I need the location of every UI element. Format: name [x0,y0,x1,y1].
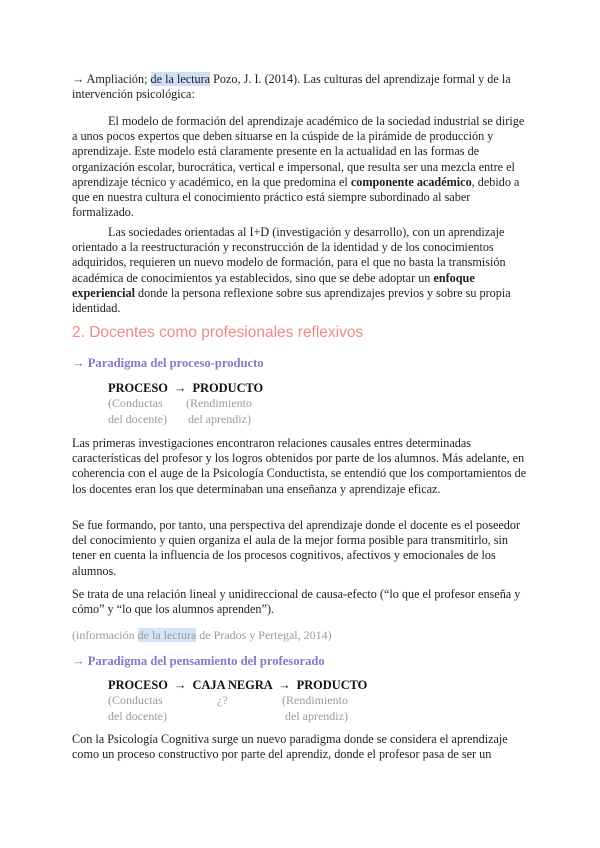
process-blackbox-product-flow [108,678,367,693]
bold-term: enfoque experiencial [72,270,475,300]
paragraph-text: Las sociedades orientadas al I+D (investigación y desarrollo), con un aprendizaje orientado a la reestructuración y reconstrucción de la identidad y de los conocimientos adquiridos, requieren un nuevo modelo de formación, para el que no basta la transmisión académica de conocimientos ya establecidos, sino que se debe adoptar un [72,225,506,285]
paradigm-heading: → Paradigma del pensamiento del profesorado [72,654,325,668]
note-conduct: (Conductas [108,396,163,410]
flow-black-box: CAJA NEGRA [192,678,273,692]
note-learner: del aprendiz) [285,709,348,723]
highlighted-text: de la lectura [150,72,211,86]
arrow-icon: → [72,72,85,86]
flow-process: PROCESO [108,381,168,395]
bold-term: componente académico [350,174,472,189]
citation-pre: (información [72,628,138,642]
flow-product: PRODUCTO [192,381,264,395]
note-teacher: del docente) [108,412,167,426]
section-heading: 2. Docentes como profesionales reflexivos [72,324,364,341]
paragraph-cognitive: Con la Psicología Cognitiva surge un nuevo paradigma donde se considera el aprendizaje como un proceso constructivo por parte del aprendiz, donde el profesor pasa de ser un [72,732,508,762]
paragraph-text: donde la persona reflexione sobre sus aprendizajes previos y sobre su propia identidad. [72,285,511,316]
paragraph-linear-relation: Se trata de una relación lineal y unidireccional de causa-efecto (“lo que el profesor enseña y cómo” y “lo que los alumnos aprenden”). [72,587,521,617]
paragraph-perspective: Se fue formando, por tanto, una perspectiva del aprendizaje donde el docente es el poseedor del conocimiento y quien organiza el aula de la mejor forma posible para transmitirlo, sin tener en cuenta la influencia de los procesos cognitivos, afectivos y emocionales de los alumnos. [72,518,521,578]
arrow-icon: → [278,678,291,692]
flow-product: PRODUCTO [296,678,368,692]
paragraph-academic-model [72,114,528,220]
note-teacher: del docente) [108,709,167,723]
arrow-icon: → [174,381,187,395]
citation-post: de Prados y Pertegal, 2014) [196,628,332,642]
arrow-icon: → [174,678,187,692]
paragraph-text: , debido a que en nuestra cultura el conocimiento práctico está siempre subordinado al saber formalizado. [72,174,520,220]
note-question: ¿? [217,693,228,707]
note-performance: (Rendimiento [186,396,252,410]
intro-post: Pozo, J. I. (2014). Las culturas del aprendizaje formal y de la intervención psicológica: [72,72,511,102]
citation [72,628,528,643]
intro-reference [72,72,528,102]
paradigm-heading: → Paradigma del proceso-producto [72,356,264,370]
process-product-flow [108,381,263,396]
highlighted-text: de la lectura [137,628,197,642]
intro-pre: Ampliación; [84,72,151,86]
note-performance: (Rendimiento [282,693,348,707]
paragraph-rd-societies [72,225,528,316]
flow-process: PROCESO [108,678,168,692]
paragraph-text: El modelo de formación del aprendizaje académico de la sociedad industrial se dirige a unos pocos expertos que deben situarse en la cúspide de la pirámide de producción y aprendizaje. Este modelo está claramente presente en la actualidad en las formas de organización escolar, burocrática, vertical e impersonal, que resulta ser una mezcla entre el aprendizaje técnico y académico, en la que predomina el [72,114,525,189]
paragraph-first-research: Las primeras investigaciones encontraron relaciones causales entres determinadas características del profesor y los logros obtenidos por parte de los alumnos. Más adelante, en coherencia con el auge de la Psicología Conductista, se entendió que los comportamientos de los docentes eran los que determinaban una enseñanza y aprendizaje eficaz. [72,436,527,496]
note-learner: del aprendiz) [188,412,251,426]
note-conduct: (Conductas [108,693,163,707]
